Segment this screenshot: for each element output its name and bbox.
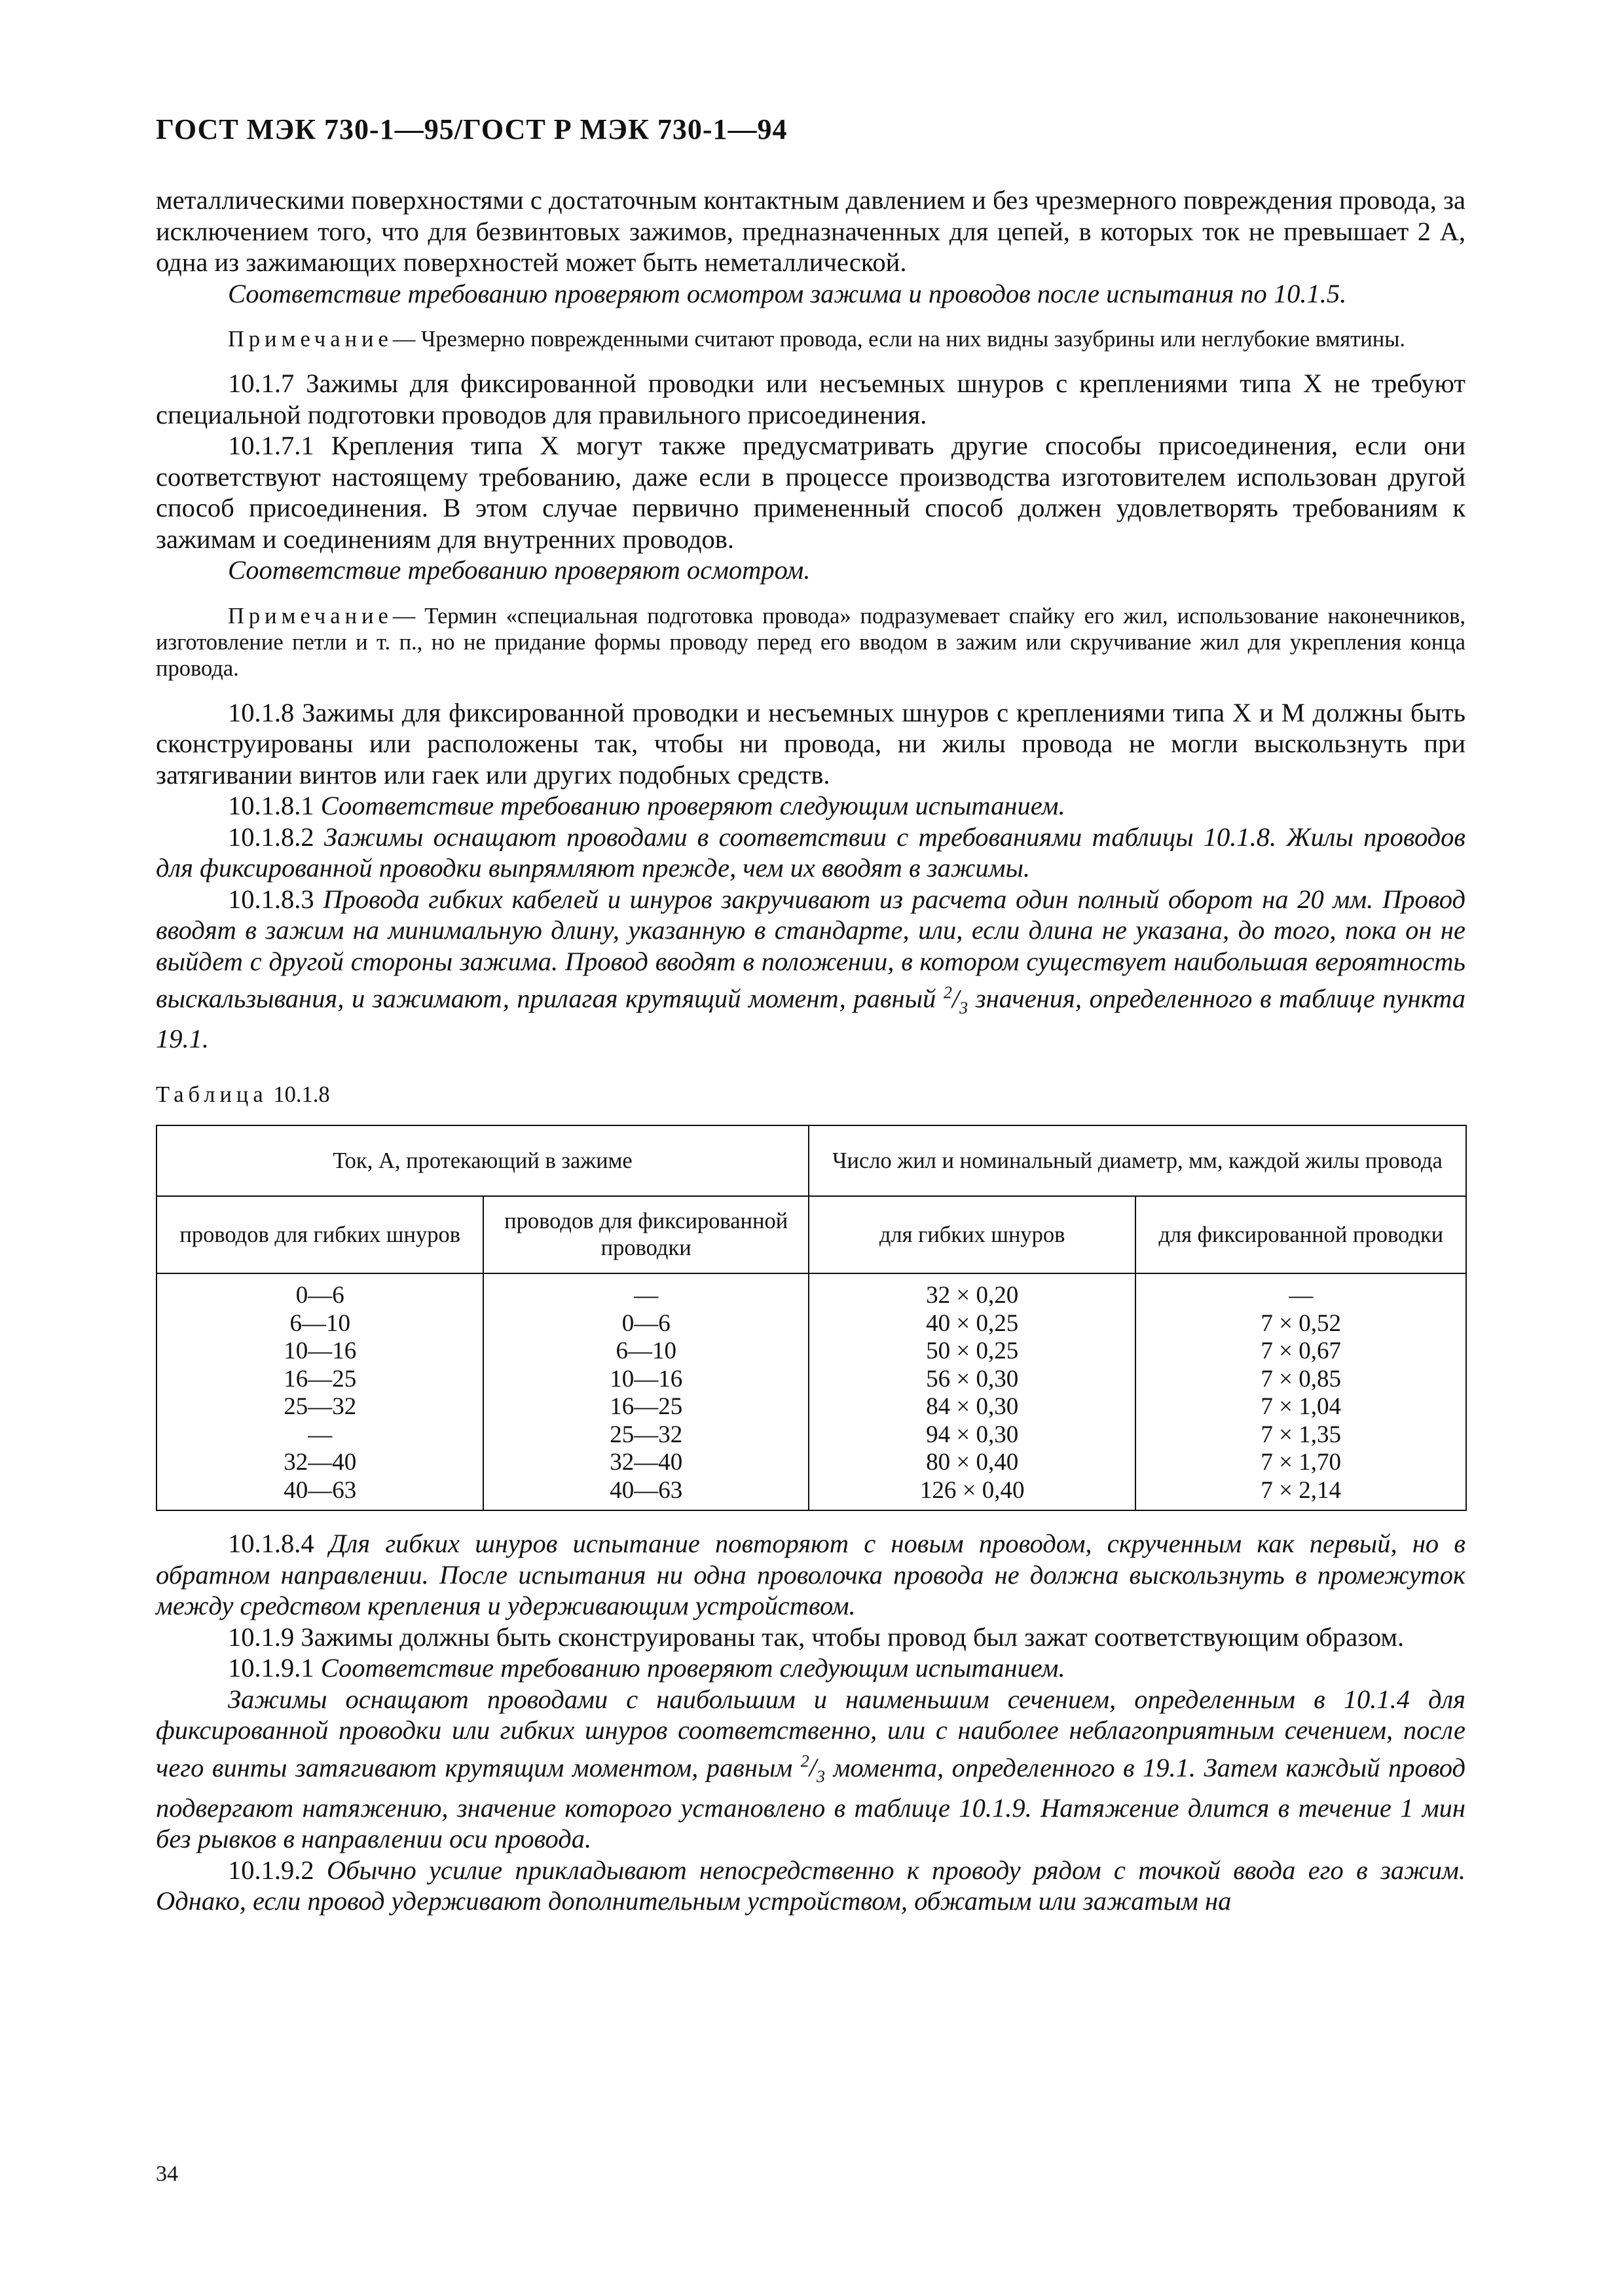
note-1-label: Примечание <box>228 327 393 352</box>
table-cell: 0—6 <box>295 1282 344 1309</box>
table-cell: 32 × 0,20 <box>926 1282 1019 1309</box>
paragraph-10-1-9-1-test <box>156 1684 1465 1855</box>
table-col-header-1: проводов для гибких шнуров <box>157 1196 483 1273</box>
table-cell: — <box>634 1282 659 1309</box>
table-cell: 6—10 <box>616 1338 676 1365</box>
document-body <box>156 185 1465 1917</box>
paragraph-10-1-7: 10.1.7 Зажимы для фиксированной проводки или несъемных шнуров с креплениями типа X не требуют специальной подготовки проводов для правильного присоединения. <box>156 369 1465 429</box>
table-cell: 6—10 <box>289 1309 350 1337</box>
paragraph-text: Соответствие требованию проверяют следующим испытанием. <box>320 1653 1065 1683</box>
table-cell: — <box>308 1421 333 1448</box>
table-cell: 7 × 1,04 <box>1261 1393 1342 1421</box>
paragraph-number: 10.1.9.2 <box>228 1855 314 1885</box>
fraction-two-thirds: $^2/_3$ <box>800 1751 826 1787</box>
table-cell: 32—40 <box>610 1449 683 1476</box>
table-caption-label: Таблица <box>156 1082 268 1107</box>
paragraph-10-1-9: 10.1.9 Зажимы должны быть сконструированы так, чтобы провод был зажат соответствующим образом. <box>228 1622 1405 1652</box>
paragraph-10-1-8: 10.1.8 Зажимы для фиксированной проводки и несъемных шнуров с креплениями типа X и M должны быть сконструированы или расположены так, чтобы ни провода, ни жилы провода не могли выскользнуть при затягивании винтов или гаек или других подобных средств. <box>156 697 1465 790</box>
table-col-3-values <box>809 1273 1135 1510</box>
table-cell: 40—63 <box>610 1476 683 1504</box>
table-caption-number: 10.1.8 <box>273 1082 330 1107</box>
note-2 <box>156 603 1465 682</box>
table-cell: 16—25 <box>284 1365 357 1393</box>
paragraph-10-1-7-1-check: Соответствие требованию проверяют осмотром. <box>228 555 811 585</box>
paragraph-text-cont: значения, определенного в таблице пункта 19.1. <box>156 983 1466 1054</box>
note-2-label: Примечание <box>228 603 393 629</box>
table-col-header-3: для гибких шнуров <box>809 1196 1135 1273</box>
table-group-header-current: Ток, А, протекающий в зажиме <box>157 1125 809 1196</box>
table-col-2-values <box>483 1273 809 1510</box>
table-col-1-values <box>157 1273 483 1510</box>
table-cell: 7 × 2,14 <box>1261 1476 1342 1504</box>
table-10-1-8 <box>156 1125 1467 1511</box>
table-cell: 7 × 1,35 <box>1261 1421 1342 1448</box>
table-cell: 10—16 <box>284 1338 357 1365</box>
table-cell: 7 × 0,85 <box>1261 1365 1342 1393</box>
note-1 <box>156 326 1465 352</box>
table-cell: 7 × 0,52 <box>1261 1309 1342 1337</box>
paragraph-text: Соответствие требованию проверяют следующим испытанием. <box>320 791 1065 820</box>
paragraph-number: 10.1.8.1 <box>228 791 314 820</box>
paragraph-number: 10.1.8.2 <box>228 822 314 852</box>
table-col-header-4: для фиксированной проводки <box>1135 1196 1466 1273</box>
page-number: 34 <box>156 2162 178 2186</box>
note-1-text: — Чрезмерно поврежденными считают провода, если на них видны зазубрины или неглубокие вмятины. <box>392 327 1406 352</box>
table-cell: 94 × 0,30 <box>926 1421 1019 1448</box>
table-cell: 80 × 0,40 <box>926 1449 1019 1476</box>
table-header-row-2 <box>157 1196 1466 1273</box>
paragraph-10-1-8-1 <box>156 790 1465 822</box>
table-col-4-values <box>1135 1273 1466 1510</box>
table-cell: 0—6 <box>621 1309 671 1337</box>
paragraph-text-cont: момента, определенного в 19.1. Затем каждый провод подвергают натяжению, значение которого установлено в таблице 10.1.9. Натяжение длится в течение 1 мин без рывков в направлении оси провода. <box>156 1753 1465 1854</box>
paragraph-text: Провода гибких кабелей и шнуров закручивают из расчета один полный оборот на 20 мм. Провод вводят в зажим на минимальную длину, указанную в стандарте, или, если длина не указана, до того, пока он не выйдет с другой стороны зажима. Провод вводят в положении, в котором существует наибольшая вероятность выскальзывания, и зажимают, прилагая крутящий момент, равный <box>156 884 1465 1013</box>
table-cell: 56 × 0,30 <box>926 1365 1019 1393</box>
table-cell: 25—32 <box>610 1421 683 1448</box>
fraction-two-thirds: $^2/_3$ <box>943 983 968 1017</box>
paragraph-number: 10.1.9.1 <box>228 1653 314 1683</box>
table-cell: 50 × 0,25 <box>926 1338 1019 1365</box>
table-cell: 84 × 0,30 <box>926 1393 1019 1421</box>
paragraph-10-1-8-3 <box>156 884 1465 1055</box>
paragraph-10-1-8-4 <box>156 1528 1465 1622</box>
table-cell: 32—40 <box>284 1449 357 1476</box>
table-cell: 10—16 <box>610 1365 683 1393</box>
table-col-header-2: проводов для фиксированной проводки <box>483 1196 809 1273</box>
table-cell: 126 × 0,40 <box>919 1476 1025 1504</box>
table-cell: 16—25 <box>610 1393 683 1421</box>
table-caption <box>156 1080 1465 1111</box>
table-header-row-1 <box>157 1125 1466 1196</box>
paragraph-number: 10.1.8.4 <box>228 1529 314 1559</box>
paragraph-10-1-7-1: 10.1.7.1 Крепления типа X могут также предусматривать другие способы присоединения, если они соответствуют настоящему требованию, даже если в процессе производства изготовителем использован другой способ присоединения. В этом случае первично примененный способ должен удовлетворять требованиям к зажимам и соединениям для внутренних проводов. <box>156 431 1465 554</box>
table-cell: 7 × 1,70 <box>1261 1449 1342 1476</box>
paragraph-text: Для гибких шнуров испытание повторяют с новым проводом, скрученным как первый, но в обратном направлении. После испытания ни одна проволочка провода не должна выскользнуть в промежуток между средством крепления и удерживающим устройством. <box>156 1529 1466 1621</box>
table-cell: — <box>1289 1282 1314 1309</box>
spacer <box>156 1511 1465 1528</box>
note-2-text: — Термин «специальная подготовка провода» подразумевает спайку его жил, использование наконечников, изготовление петли и т. п., но не придание формы проводу перед его вводом в зажим или скручивание жил для укрепления конца провода. <box>156 603 1465 681</box>
table-data-row <box>157 1273 1466 1510</box>
paragraph-number: 10.1.8.3 <box>228 884 314 914</box>
paragraph-10-1-9-1 <box>156 1652 1465 1684</box>
table-group-header-conductors: Число жил и номинальный диаметр, мм, каждой жилы провода <box>809 1125 1466 1196</box>
paragraph-10-1-9-2 <box>156 1855 1465 1917</box>
table-cell: 25—32 <box>284 1393 357 1421</box>
paragraph-intro: металлическими поверхностями с достаточным контактным давлением и без чрезмерного повреждения провода, за исключением того, что для безвинтовых зажимов, предназначенных для цепей, в которых ток не превышает 2 А, одна из зажимающих поверхностей может быть неметаллической. <box>156 185 1465 277</box>
table-cell: 7 × 0,67 <box>1261 1338 1342 1365</box>
paragraph-text: Зажимы оснащают проводами в соответствии с требованиями таблицы 10.1.8. Жилы проводов для фиксированной проводки выпрямляют прежде, чем их вводят в зажимы. <box>156 822 1465 883</box>
paragraph-text: Зажимы оснащают проводами с наибольшим и наименьшим сечением, определенным в 10.1.4 для фиксированной проводки или гибких шнуров соответственно, или с наиболее неблагоприятным сечением, после чего винты затягивают крутящим моментом, равным <box>156 1684 1465 1783</box>
paragraph-10-1-8-2 <box>156 822 1465 884</box>
table-cell: 40 × 0,25 <box>926 1309 1019 1337</box>
document-header: ГОСТ МЭК 730-1—95/ГОСТ Р МЭК 730-1—94 <box>156 113 788 145</box>
paragraph-intro-check: Соответствие требованию проверяют осмотром зажима и проводов после испытания по 10.1.5. <box>228 278 1347 308</box>
table-cell: 40—63 <box>284 1476 357 1504</box>
paragraph-text: Обычно усилие прикладывают непосредственно к проводу рядом с точкой ввода его в зажим. Однако, если провод удерживают дополнительным устройством, обжатым или зажатым на <box>156 1855 1466 1916</box>
